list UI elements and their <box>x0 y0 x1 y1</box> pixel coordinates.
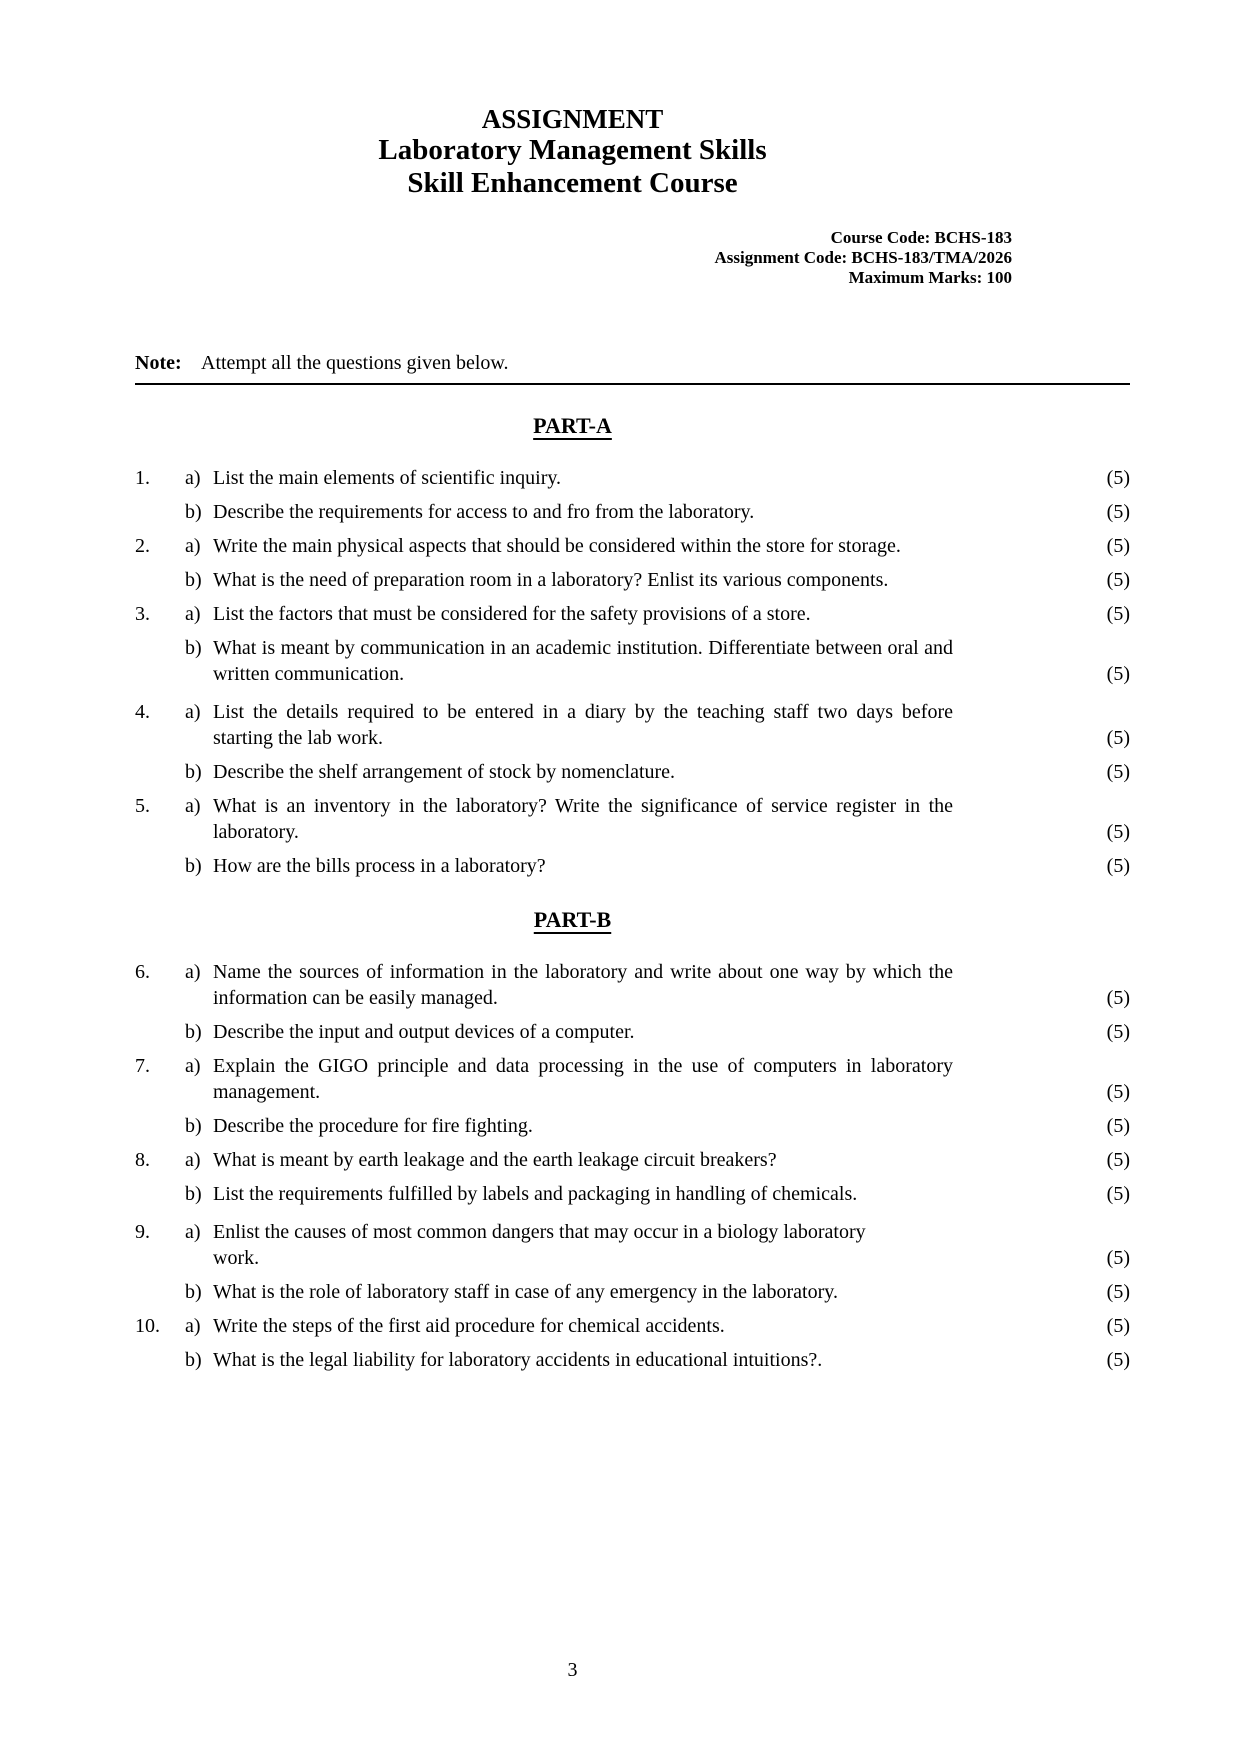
part-letter: a) <box>185 961 201 983</box>
question-number: 7. <box>135 1055 150 1077</box>
marks: (5) <box>1106 501 1130 523</box>
question-9a <box>135 1219 1130 1271</box>
course-name: Laboratory Management Skills <box>378 134 767 166</box>
marks: (5) <box>1106 1081 1130 1103</box>
part-letter: a) <box>185 701 201 723</box>
part-letter: a) <box>185 1149 201 1171</box>
part-letter: a) <box>185 1221 201 1243</box>
question-8a <box>135 1147 1130 1173</box>
question-text: Describe the input and output devices of a computer. <box>213 1021 635 1043</box>
part-letter: a) <box>185 795 201 817</box>
question-2b <box>135 567 1130 593</box>
question-text: Describe the procedure for fire fighting. <box>213 1115 533 1137</box>
question-number: 6. <box>135 961 150 983</box>
question-9b <box>135 1279 1130 1305</box>
course-type: Skill Enhancement Course <box>407 167 738 199</box>
part-letter: b) <box>185 1021 202 1043</box>
question-number: 9. <box>135 1221 150 1243</box>
question-number-spacer <box>135 1347 185 1373</box>
part-letter: b) <box>185 569 202 591</box>
marks: (5) <box>1106 1281 1130 1303</box>
part-letter: b) <box>185 1349 202 1371</box>
marks: (5) <box>1106 467 1130 489</box>
question-2a <box>135 533 1130 559</box>
question-text: Name the sources of information in the laboratory and write about one way by which the information can be easily managed. <box>213 961 953 1009</box>
question-number: 5. <box>135 795 150 817</box>
question-4b <box>135 759 1130 785</box>
marks: (5) <box>1106 1183 1130 1205</box>
part-letter: b) <box>185 855 202 877</box>
question-3b <box>135 635 1130 687</box>
part-letter: a) <box>185 1055 201 1077</box>
question-text: Explain the GIGO principle and data processing in the use of computers in laboratory management. <box>213 1055 953 1103</box>
part-letter: a) <box>185 1315 201 1337</box>
page-number: 3 <box>567 1659 578 1681</box>
marks: (5) <box>1106 761 1130 783</box>
question-number-spacer <box>135 1019 185 1045</box>
marks: (5) <box>1106 1115 1130 1137</box>
question-text: List the requirements fulfilled by labels and packaging in handling of chemicals. <box>213 1183 858 1205</box>
question-number: 8. <box>135 1149 150 1171</box>
marks: (5) <box>1106 535 1130 557</box>
part-a-heading: PART-A <box>533 413 612 438</box>
question-5a <box>135 793 1130 845</box>
marks: (5) <box>1106 1349 1130 1371</box>
marks: (5) <box>1106 855 1130 877</box>
page-content <box>135 0 1130 1381</box>
question-number-spacer <box>135 1113 185 1139</box>
question-6a <box>135 959 1130 1011</box>
maximum-marks: Maximum Marks: 100 <box>848 268 1012 287</box>
marks: (5) <box>1106 663 1130 685</box>
question-7b <box>135 1113 1130 1139</box>
question-number-spacer <box>135 567 185 593</box>
part-letter: b) <box>185 1183 202 1205</box>
question-10a <box>135 1313 1130 1339</box>
course-code: Course Code: BCHS-183 <box>830 228 1012 247</box>
marks: (5) <box>1106 987 1130 1009</box>
marks: (5) <box>1106 1149 1130 1171</box>
marks: (5) <box>1106 603 1130 625</box>
question-number: 1. <box>135 467 150 489</box>
question-10b <box>135 1347 1130 1373</box>
marks: (5) <box>1106 1021 1130 1043</box>
question-3a <box>135 601 1130 627</box>
part-letter: b) <box>185 1115 202 1137</box>
question-text: Enlist the causes of most common dangers that may occur in a biology laboratory work. <box>213 1221 866 1269</box>
question-number-spacer <box>135 499 185 525</box>
question-1b <box>135 499 1130 525</box>
marks: (5) <box>1106 727 1130 749</box>
part-letter: b) <box>185 501 202 523</box>
question-text: What is the need of preparation room in a laboratory? Enlist its various components. <box>213 569 889 591</box>
note-label: Note: <box>135 352 182 374</box>
note-text: Attempt all the questions given below. <box>201 352 509 374</box>
question-text: List the main elements of scientific inquiry. <box>213 467 562 489</box>
question-text: What is an inventory in the laboratory? Write the significance of service register in the laboratory. <box>213 795 953 843</box>
marks: (5) <box>1106 821 1130 843</box>
part-letter: b) <box>185 1281 202 1303</box>
part-letter: b) <box>185 761 202 783</box>
question-text: What is meant by communication in an academic institution. Differentiate between oral and written communication. <box>213 637 953 685</box>
document-title: ASSIGNMENT <box>481 104 664 134</box>
part-letter: b) <box>185 637 202 659</box>
question-number: 4. <box>135 701 150 723</box>
meta-block <box>135 228 1130 288</box>
question-text: What is the legal liability for laboratory accidents in educational intuitions?. <box>213 1349 823 1371</box>
marks: (5) <box>1106 1315 1130 1337</box>
question-number: 2. <box>135 535 150 557</box>
question-text: How are the bills process in a laboratory? <box>213 855 546 877</box>
question-1a <box>135 465 1130 491</box>
question-text: What is meant by earth leakage and the earth leakage circuit breakers? <box>213 1149 777 1171</box>
question-text: List the details required to be entered in a diary by the teaching staff two days before starting the lab work. <box>213 701 953 749</box>
question-text: What is the role of laboratory staff in case of any emergency in the laboratory. <box>213 1281 838 1303</box>
question-8b <box>135 1181 1130 1207</box>
question-text: Describe the shelf arrangement of stock by nomenclature. <box>213 761 676 783</box>
question-number-spacer <box>135 1279 185 1305</box>
part-b-heading: PART-B <box>533 907 612 932</box>
note-row <box>135 350 1130 385</box>
marks: (5) <box>1106 569 1130 591</box>
assignment-code: Assignment Code: BCHS-183/TMA/2026 <box>714 248 1012 267</box>
marks: (5) <box>1106 1247 1130 1269</box>
question-4a <box>135 699 1130 751</box>
question-6b <box>135 1019 1130 1045</box>
question-number-spacer <box>135 853 185 879</box>
question-text: List the factors that must be considered for the safety provisions of a store. <box>213 603 811 625</box>
question-text: Describe the requirements for access to and fro from the laboratory. <box>213 501 755 523</box>
question-number-spacer <box>135 759 185 785</box>
part-letter: a) <box>185 603 201 625</box>
part-letter: a) <box>185 535 201 557</box>
question-number-spacer <box>135 1181 185 1207</box>
question-number: 3. <box>135 603 150 625</box>
question-5b <box>135 853 1130 879</box>
question-text: Write the steps of the first aid procedure for chemical accidents. <box>213 1315 725 1337</box>
question-number-spacer <box>135 635 185 687</box>
question-number: 10. <box>135 1315 160 1337</box>
question-text: Write the main physical aspects that should be considered within the store for storage. <box>213 535 901 557</box>
part-letter: a) <box>185 467 201 489</box>
question-7a <box>135 1053 1130 1105</box>
title-block <box>135 104 1130 200</box>
